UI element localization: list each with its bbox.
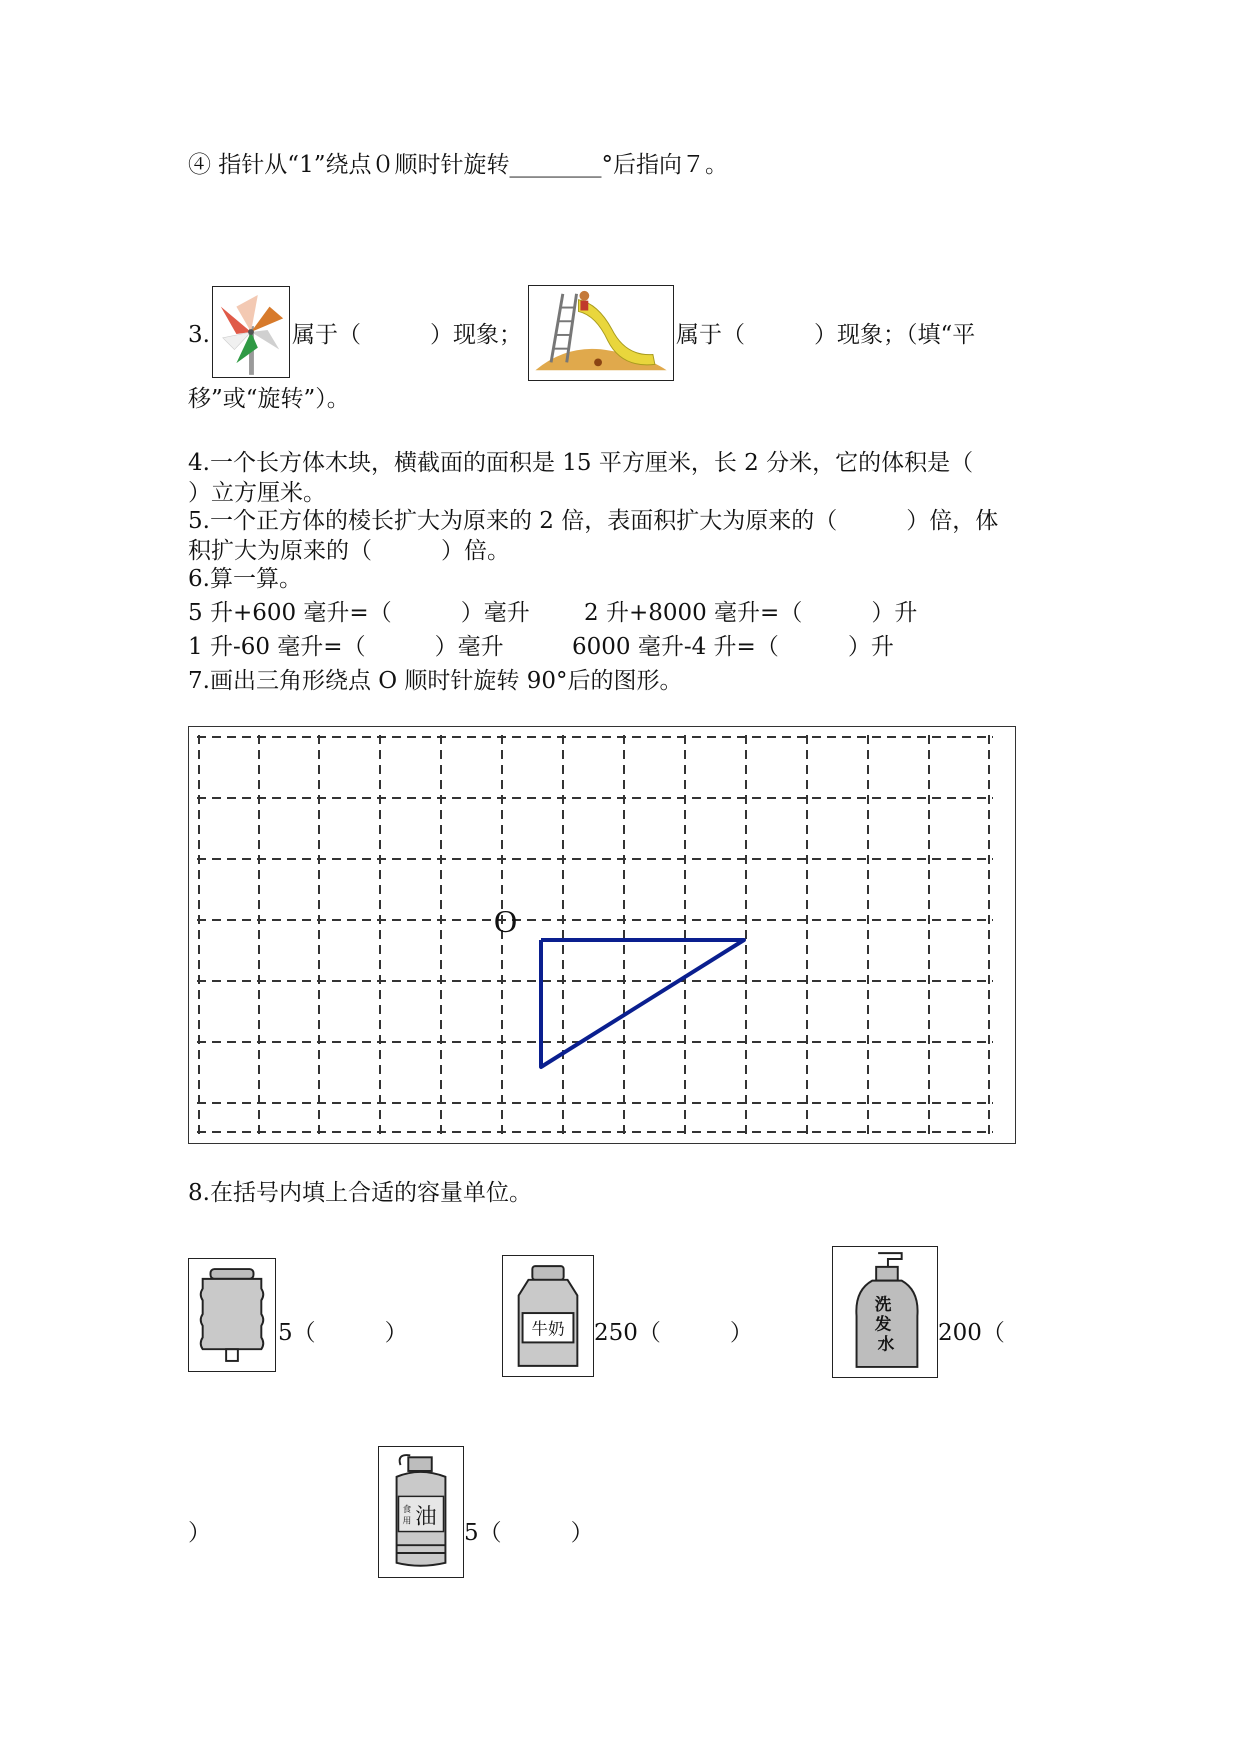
q3-belongs-2: 属于（ ）现象；（填“平 — [676, 322, 976, 348]
milk-bottle-icon — [502, 1255, 594, 1377]
q6-item-4: 6000 毫升-4 升=（ ）升 — [572, 634, 894, 660]
q4-line-1: 4.一个长方体木块，横截面的面积是 15 平方厘米，长 2 分米，它的体积是（ — [188, 450, 974, 476]
q8-title: 8.在括号内填上合适的容量单位。 — [188, 1180, 532, 1206]
q4-line-2: ）立方厘米。 — [188, 480, 326, 506]
rotation-grid — [188, 726, 1016, 1144]
pinwheel-icon — [212, 286, 290, 378]
q6-item-3: 1 升-60 毫升=（ ）毫升 — [188, 634, 504, 660]
oil-label: 油 — [415, 1504, 437, 1530]
grid-drawing — [189, 727, 1014, 1142]
milk-label: 牛奶 — [531, 1319, 565, 1339]
q8-answer-2: 250（ ） — [594, 1320, 753, 1346]
q3-line-2: 移”或“旋转”）。 — [188, 386, 350, 412]
q5-line-2: 积扩大为原来的（ ）倍。 — [188, 538, 510, 564]
q5-line-1: 5.一个正方体的棱长扩大为原来的 2 倍，表面积扩大为原来的（ ）倍，体 — [188, 508, 999, 534]
slide-icon — [528, 285, 674, 381]
q8-answer-1: 5（ ） — [278, 1320, 408, 1346]
q3-belongs-1: 属于（ ）现象； — [292, 322, 522, 348]
q8-answer-4: 5（ ） — [464, 1520, 594, 1546]
triangle-shape — [541, 940, 744, 1067]
shampoo-label: 洗 发 水 — [874, 1295, 895, 1354]
q6-item-1: 5 升+600 毫升=（ ）毫升 — [188, 600, 530, 626]
q6-item-2: 2 升+8000 毫升=（ ）升 — [584, 600, 918, 626]
q8-wrap-text: ） — [188, 1520, 211, 1546]
q8-answer-3: 200（ — [938, 1320, 1005, 1346]
shampoo-bottle-icon — [832, 1246, 938, 1378]
water-jug-icon — [188, 1258, 276, 1372]
rotation-question: ④ 指针从“1”绕点０顺时针旋转________°后指向７。 — [188, 152, 728, 178]
q7-text: 7.画出三角形绕点 O 顺时针旋转 90°后的图形。 — [188, 668, 683, 694]
q6-title: 6.算一算。 — [188, 566, 302, 592]
q3-number: 3. — [188, 322, 210, 348]
oil-bottle-icon — [378, 1446, 464, 1578]
oil-small-label: 食 用 — [402, 1505, 412, 1527]
point-o-label: O — [494, 903, 518, 939]
